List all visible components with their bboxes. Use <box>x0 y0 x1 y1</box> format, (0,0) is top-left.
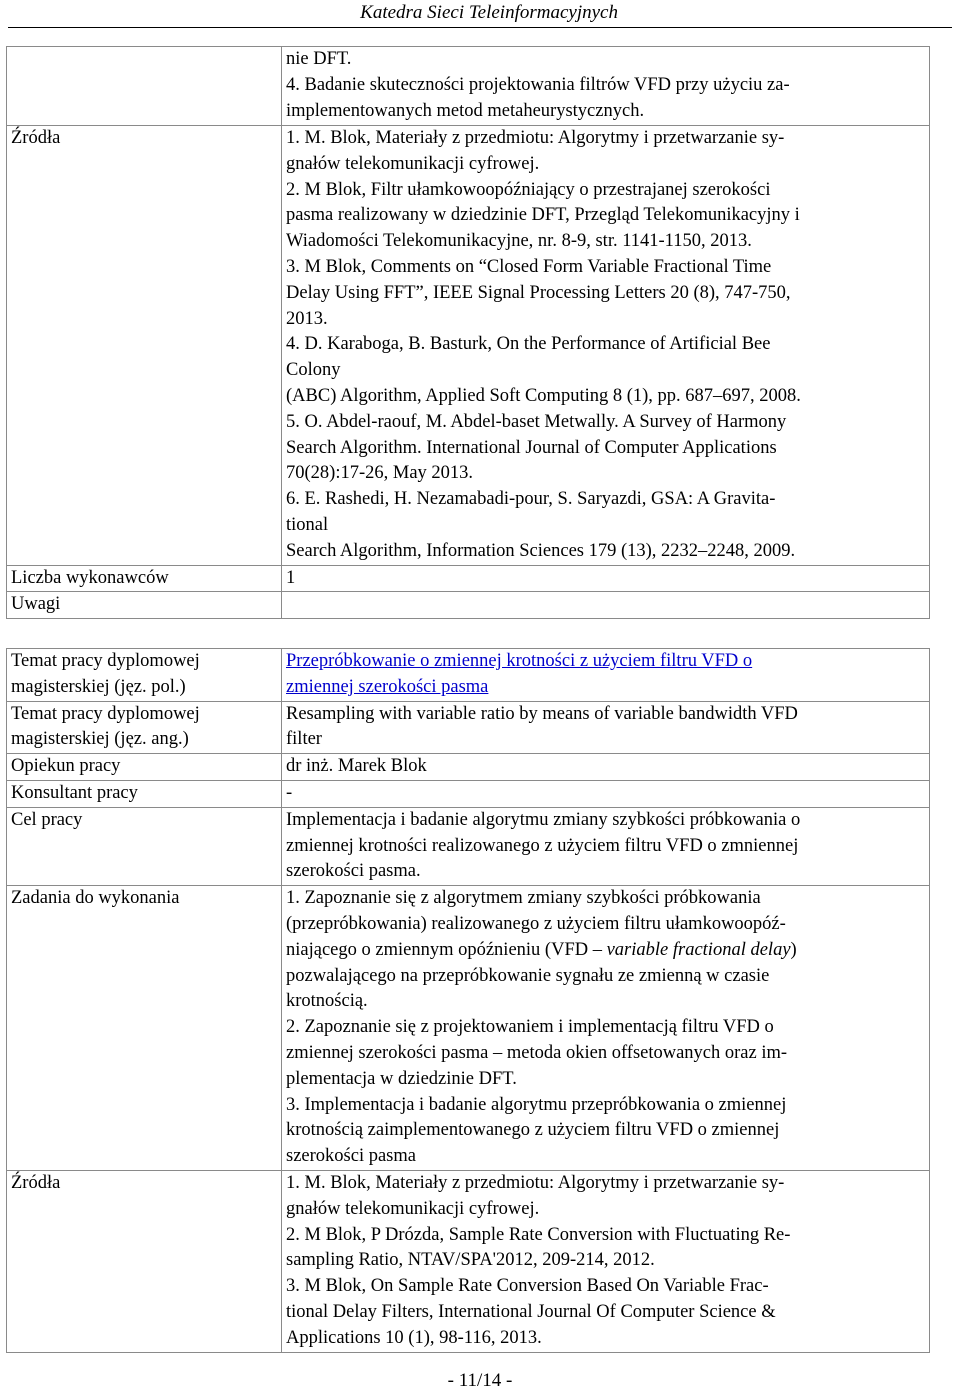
table-row <box>7 565 930 592</box>
text-line: (przepróbkowania) realizowanego z użyciem filtru ułamkowoopóź- <box>286 913 786 934</box>
sources-value <box>282 1170 930 1352</box>
text-line: Resampling with variable ratio by means of variable bandwidth VFD <box>286 703 798 724</box>
text-line: 1. Zapoznanie się z algorytmem zmiany szybkości próbkowania <box>286 888 761 909</box>
text-line: szerokości pasma <box>286 1146 416 1167</box>
text-line: 2. Zapoznanie się z projektowaniem i implementacją filtru VFD o <box>286 1017 774 1038</box>
topic-en-value <box>282 701 930 754</box>
supervisor-value: dr inż. Marek Blok <box>282 754 930 781</box>
text-line: (ABC) Algorithm, Applied Soft Computing 8 (1), pp. 687–697, 2008. <box>286 385 801 406</box>
text-line: tional <box>286 514 329 535</box>
text-line: Delay Using FFT”, IEEE Signal Processing Letters 20 (8), 747-750, <box>286 282 791 303</box>
text-line: nie DFT. <box>286 49 352 69</box>
topic-pl-link[interactable]: zmiennej szerokości pasma <box>286 676 489 697</box>
table-row <box>7 886 930 1171</box>
goal-label: Cel pracy <box>7 807 282 885</box>
page-number: - 11/14 - <box>447 1370 513 1391</box>
table-row <box>7 1170 930 1352</box>
text-line: krotnością. <box>286 991 368 1012</box>
text-line: 4. D. Karaboga, B. Basturk, On the Performance of Artificial Bee <box>286 334 771 355</box>
consultant-label: Konsultant pracy <box>7 780 282 807</box>
row-label <box>7 47 282 126</box>
text-line: Wiadomości Telekomunikacyjne, nr. 8-9, str. 1141-1150, 2013. <box>286 231 752 252</box>
text-line: szerokości pasma. <box>286 861 421 882</box>
topic-en-label <box>7 701 282 754</box>
text-line: 1. M. Blok, Materiały z przedmiotu: Algorytmy i przetwarzanie sy- <box>286 1172 785 1193</box>
performers-value: 1 <box>282 565 930 592</box>
text-line: 3. M Blok, Comments on “Closed Form Variable Fractional Time <box>286 256 772 277</box>
text-line: Search Algorithm, Information Sciences 179 (13), 2232–2248, 2009. <box>286 540 796 561</box>
table-row <box>7 754 930 781</box>
tasks-label: Zadania do wykonania <box>7 886 282 1171</box>
text-line: gnałów telekomunikacji cyfrowej. <box>286 1198 540 1219</box>
text-line: zmiennej szerokości pasma – metoda okien offsetowanych oraz im- <box>286 1042 788 1063</box>
text-line: Colony <box>286 360 341 381</box>
remarks-value <box>282 592 930 619</box>
consultant-value: - <box>282 780 930 807</box>
text-line: 2. M Blok, Filtr ułamkowoopóźniający o przestrajanej szerokości <box>286 179 771 200</box>
goal-value <box>282 807 930 885</box>
label-line: Temat pracy dyplomowej <box>11 703 200 724</box>
table-row <box>7 592 930 619</box>
text-line: 3. Implementacja i badanie algorytmu przepróbkowania o zmiennej <box>286 1094 787 1115</box>
table-row <box>7 649 930 702</box>
text-line: filter <box>286 729 322 750</box>
text-line: 2. M Blok, P Drózda, Sample Rate Conversion with Fluctuating Re- <box>286 1224 791 1245</box>
text-line: Search Algorithm. International Journal of Computer Applications <box>286 437 777 458</box>
performers-label: Liczba wykonawców <box>7 565 282 592</box>
text-line: plementacja w dziedzinie DFT. <box>286 1068 517 1089</box>
text-line: 1. M. Blok, Materiały z przedmiotu: Algorytmy i przetwarzanie sy- <box>286 128 785 148</box>
text-line: Applications 10 (1), 98-116, 2013. <box>286 1327 542 1348</box>
topic-pl-link[interactable]: Przepróbkowanie o zmiennej krotności z użyciem filtru VFD o <box>286 651 753 671</box>
label-line: magisterskiej (jęz. pol.) <box>11 676 186 697</box>
thesis-table <box>6 648 930 1353</box>
text-line: implementowanych metod metaheurystycznych. <box>286 100 645 121</box>
text-line: 3. M Blok, On Sample Rate Conversion Based On Variable Frac- <box>286 1276 769 1297</box>
sources-label: Źródła <box>7 1170 282 1352</box>
text-line: 70(28):17-26, May 2013. <box>286 463 474 484</box>
supervisor-label: Opiekun pracy <box>7 754 282 781</box>
row-value <box>282 47 930 126</box>
text-line: sampling Ratio, NTAV/SPA'2012, 209-214, 2012. <box>286 1250 655 1271</box>
text-line: 4. Badanie skuteczności projektowania filtrów VFD przy użyciu za- <box>286 74 790 95</box>
text-line: Implementacja i badanie algorytmu zmiany szybkości próbkowania o <box>286 809 801 830</box>
table-row <box>7 807 930 885</box>
italic-term: variable fractional delay <box>606 939 791 960</box>
table-row <box>7 780 930 807</box>
label-line: Temat pracy dyplomowej <box>11 651 200 671</box>
label-line: magisterskiej (jęz. ang.) <box>11 729 189 750</box>
topic-pl-label <box>7 649 282 702</box>
page-header-title: Katedra Sieci Teleinformacyjnych <box>360 2 618 23</box>
text-line: 6. E. Rashedi, H. Nezamabadi-pour, S. Saryazdi, GSA: A Gravita- <box>286 489 776 510</box>
table-row <box>7 47 930 126</box>
text-line: 2013. <box>286 308 328 329</box>
text-line: gnałów telekomunikacji cyfrowej. <box>286 153 540 174</box>
text-line: tional Delay Filters, International Journal Of Computer Science & <box>286 1301 776 1322</box>
topic-pl-value <box>282 649 930 702</box>
sources-label: Źródła <box>7 126 282 566</box>
sources-value <box>282 126 930 566</box>
text-line: zmiennej krotności realizowanego z użyciem filtru VFD o zmniennej <box>286 835 799 856</box>
text-line: pozwalającego na przepróbkowanie sygnału ze zmienną w czasie <box>286 965 770 986</box>
text-line: 5. O. Abdel-raouf, M. Abdel-baset Metwally. A Survey of Harmony <box>286 411 787 432</box>
header-divider <box>8 27 952 28</box>
thesis-table-continued <box>6 46 930 619</box>
table-row <box>7 126 930 566</box>
text-line: krotnością zaimplementowanego z użyciem filtru VFD o zmiennej <box>286 1120 780 1141</box>
remarks-label: Uwagi <box>7 592 282 619</box>
text-line <box>286 938 925 964</box>
text-line: pasma realizowany w dziedzinie DFT, Przegląd Telekomunikacyjny i <box>286 205 800 226</box>
text-fragment: niającego o zmiennym opóźnieniu (VFD – <box>286 939 607 960</box>
text-fragment: ) <box>790 939 797 960</box>
tasks-value <box>282 886 930 1171</box>
table-row <box>7 701 930 754</box>
